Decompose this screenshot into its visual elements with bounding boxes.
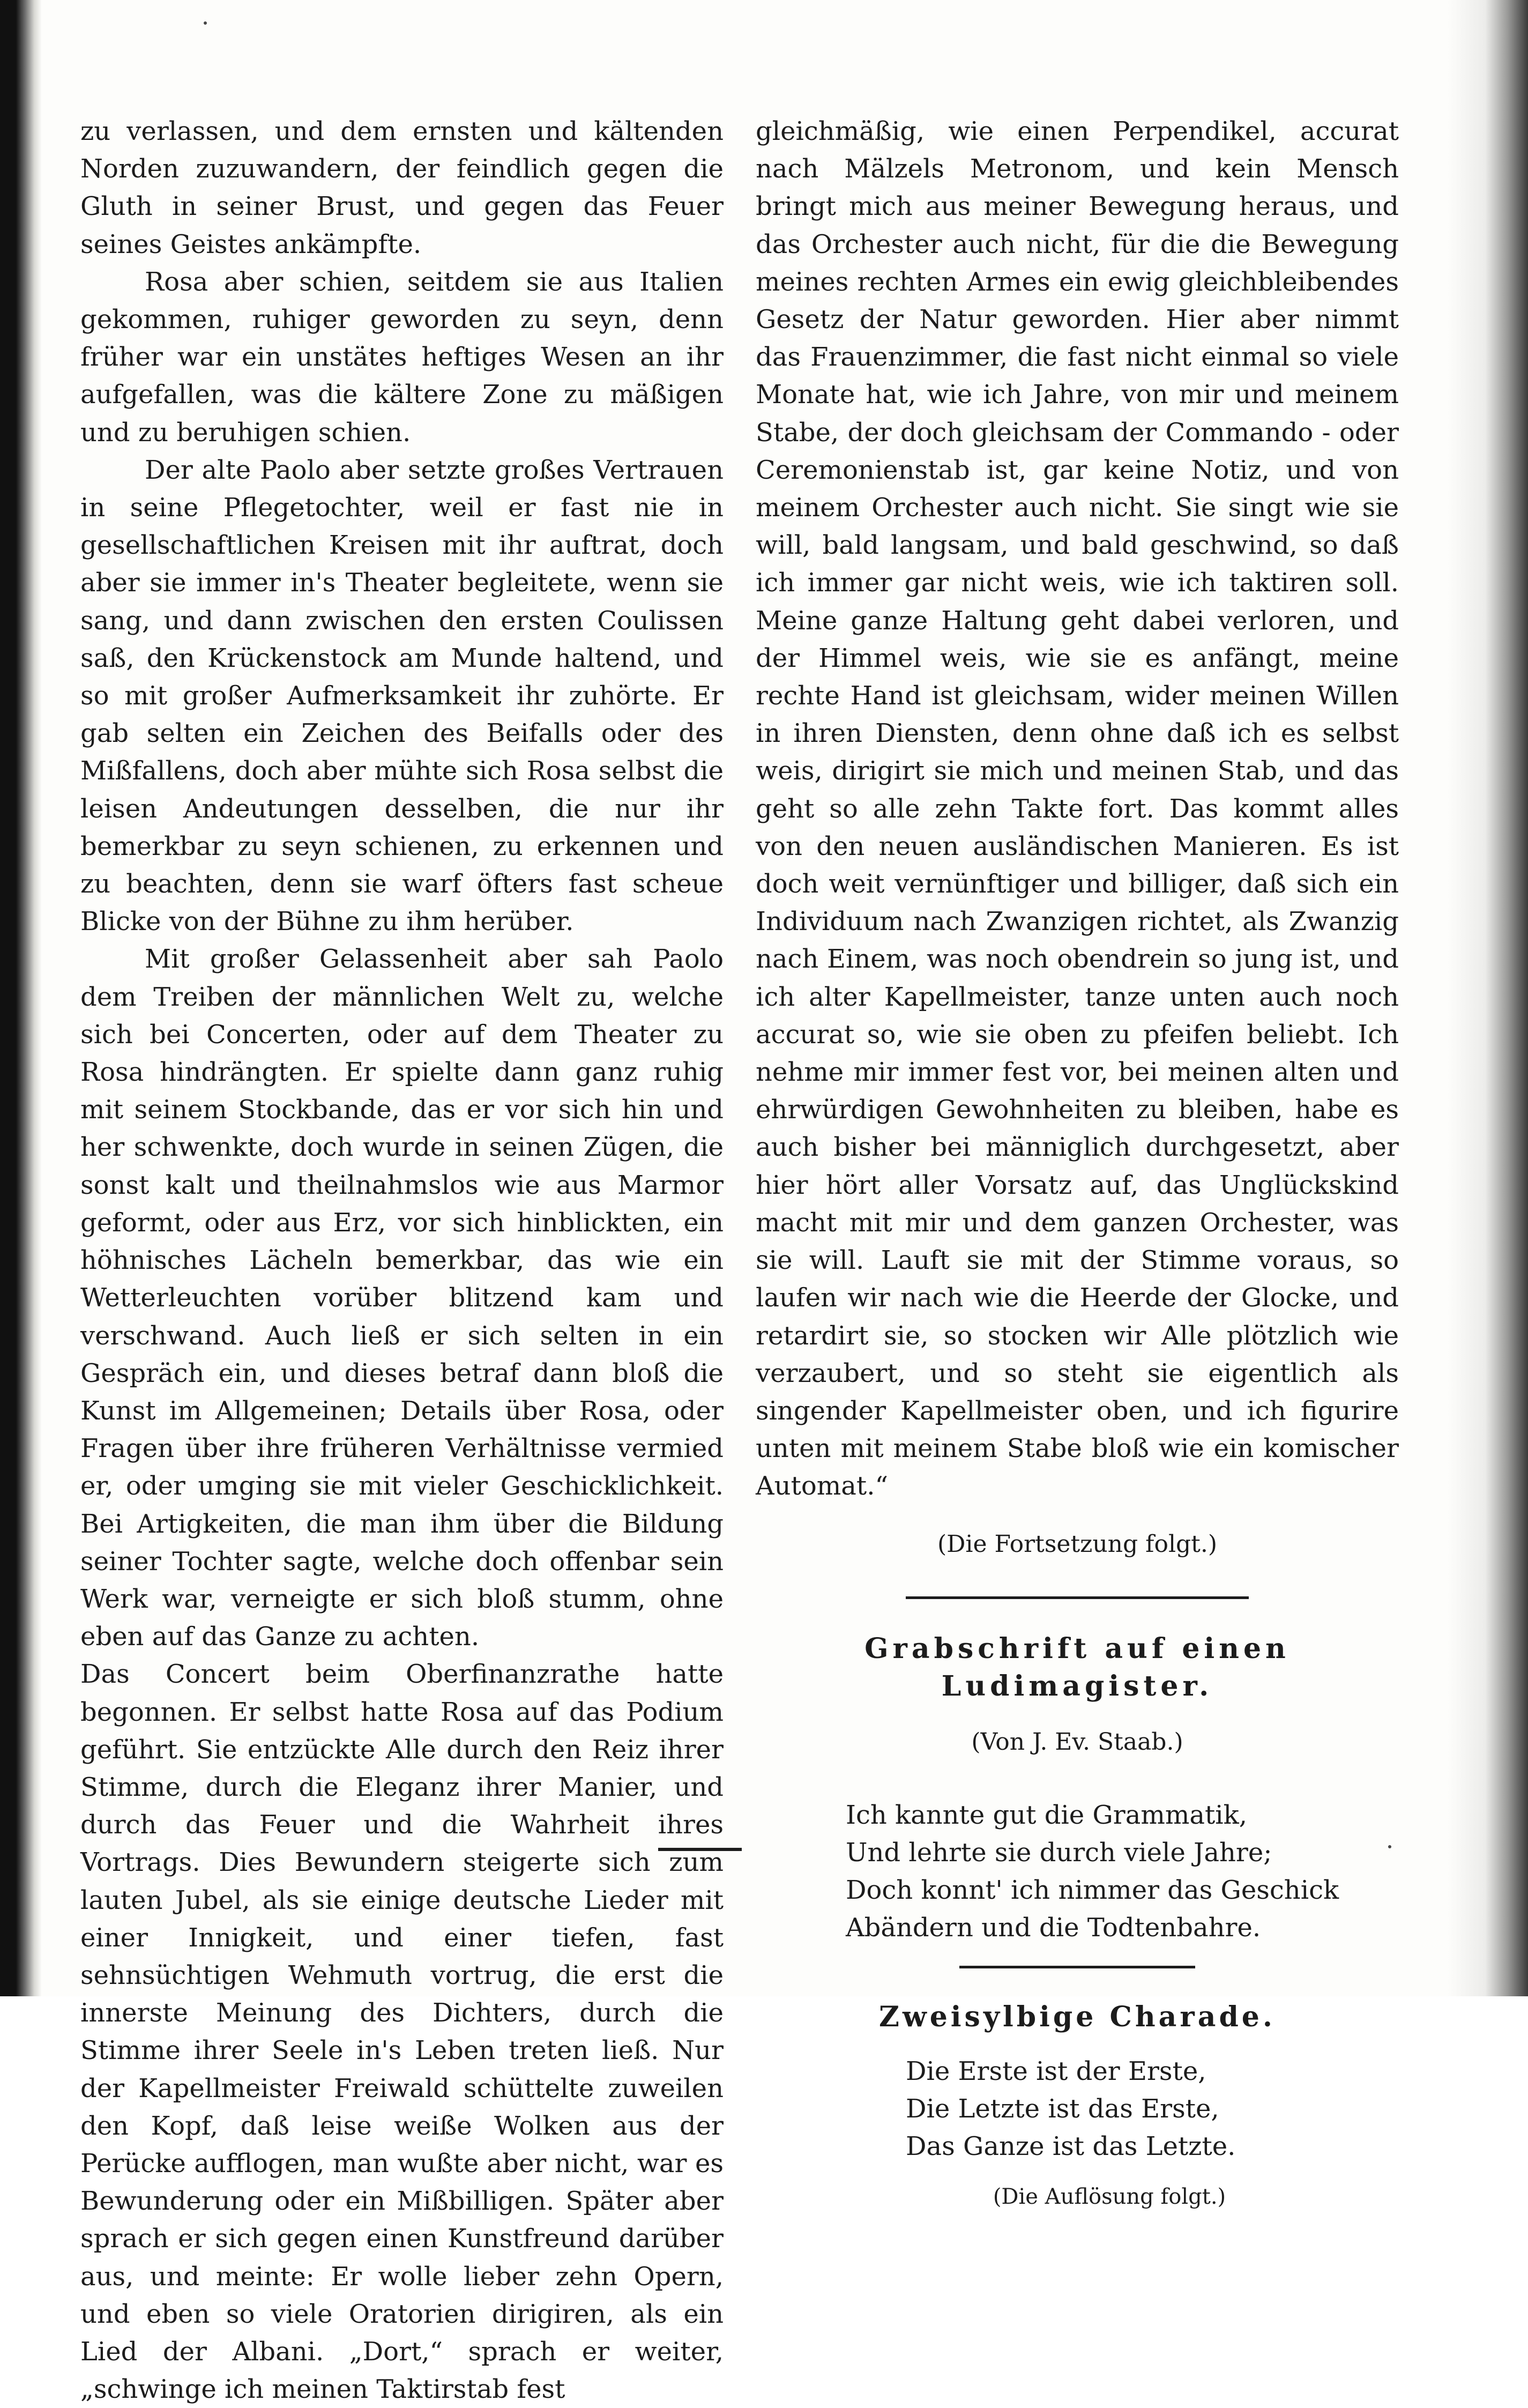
section-divider bbox=[959, 1966, 1195, 1968]
epitaph-title: Grabschrift auf einen Ludimagister. bbox=[864, 1632, 1290, 1703]
paper-speck bbox=[204, 21, 207, 25]
charade-line: Die Erste ist der Erste, bbox=[906, 2056, 1206, 2086]
right-column bbox=[756, 113, 1399, 2216]
page-end-rule bbox=[658, 1848, 742, 1851]
paragraph-1: zu verlassen, und dem ernsten und kältenden Norden zuzuwandern, der feindlich gegen die Gluth in seiner Brust, und gegen das Feuer seines Geistes ankämpfte. bbox=[80, 116, 724, 259]
poem-line: Abändern und die Todtenbahre. bbox=[846, 1913, 1261, 1943]
paper-speck bbox=[1388, 1845, 1391, 1848]
paragraph-2: Rosa aber schien, seitdem sie aus Italien gekommen, ruhiger geworden zu seyn, denn früher war ein unstätes heftiges Wesen an ihr aufgefallen, was die kältere Zone zu mäßigen und zu beruhigen schien. bbox=[80, 266, 724, 448]
epitaph-byline: (Von J. Ev. Staab.) bbox=[971, 1728, 1183, 1756]
section-divider bbox=[906, 1596, 1249, 1599]
charade-line: Die Letzte ist das Erste, bbox=[906, 2093, 1219, 2124]
continuation-note: (Die Fortsetzung folgt.) bbox=[937, 1530, 1218, 1558]
paragraph-4: Mit großer Gelassenheit aber sah Paolo dem Treiben der männlichen Welt zu, welche sich bei Concerten, oder auf dem Theater zu Rosa hindrängten. Er spielte dann ganz ruhig mit seinem Stockbande, das er vor sich hin und her schwenkte, doch wurde in seinen Zügen, die sonst kalt und theilnahmslos wie aus Marmor geformt, oder aus Erz, vor sich hinblickten, ein höhnisches Lächeln bemerkbar, das wie ein Wetterleuchten vorüber blitzend kam und verschwand. Auch ließ er sich selten in ein Gespräch ein, und dieses betraf dann bloß die Kunst im Allgemeinen; Details über Rosa, oder Fragen über ihre früheren Verhältnisse vermied er, oder umging sie mit vieler Geschicklichkeit. Bei Artigkeiten, die man ihm über die Bildung seiner Tochter sagte, welche doch offenbar sein Werk war, verneigte er sich bloß stumm, ohne eben auf das Ganze zu achten. bbox=[80, 944, 724, 1652]
page-edge-shadow bbox=[1448, 0, 1528, 1996]
poem-line: Und lehrte sie durch viele Jahre; bbox=[846, 1838, 1272, 1868]
poem-line: Ich kannte gut die Grammatik, bbox=[846, 1800, 1247, 1831]
paragraph-5: Das Concert beim Oberfinanzrathe hatte begonnen. Er selbst hatte Rosa auf das Podium geführt. Sie entzückte Alle durch den Reiz ihrer Stimme, durch die Eleganz ihrer Manier, und durch das Feuer und die Wahrheit ihres Vortrags. Dies Bewundern steigerte sich zum lauten Jubel, als sie einige deutsche Lieder mit einer Innigkeit, und einer tiefen, fast sehnsüchtigen Wehmuth vortrug, die erst die innerste Meinung des Dichters, durch die Stimme ihrer Seele in's Leben treten ließ. Nur der Kapellmeister Freiwald schüttelte zuweilen den Kopf, daß leise weiße Wolken aus der Perücke aufflogen, man wußte aber nicht, war es Bewunderung oder ein Mißbilligen. Später aber sprach er sich gegen einen Kunstfreund darüber aus, und meinte: Er wolle lieber zehn Opern, und eben so viele Oratorien dirigiren, als ein Lied der Albani. „Dort,“ sprach er weiter, „schwinge ich meinen Taktirstab fest bbox=[80, 1659, 724, 2405]
solution-note: (Die Auflösung folgt.) bbox=[993, 2184, 1226, 2209]
binding-shadow bbox=[0, 0, 42, 1996]
epitaph-poem bbox=[846, 1796, 1399, 1946]
charade-title: Zweisylbige Charade. bbox=[879, 2001, 1276, 2034]
poem-line: Doch konnt' ich nimmer das Geschick bbox=[846, 1875, 1339, 1906]
continuation-paragraph: gleichmäßig, wie einen Perpendikel, accurat nach Mälzels Metronom, und kein Mensch bringt mich aus meiner Bewegung heraus, und das Orchester auch nicht, für die die Bewegung meines rechten Armes ein ewig gleichbleibendes Gesetz der Natur geworden. Hier aber nimmt das Frauenzimmer, die fast nicht einmal so viele Monate hat, wie ich Jahre, von mir und meinem Stabe, der doch gleichsam der Commando - oder Ceremonienstab ist, gar keine Notiz, und von meinem Orchester auch nicht. Sie singt wie sie will, bald langsam, und bald geschwind, so daß ich immer gar nicht weis, wie ich taktiren soll. Meine ganze Haltung geht dabei verloren, und der Himmel weis, wie sie es anfängt, meine rechte Hand ist gleichsam, wider meinen Willen in ihren Diensten, denn ohne daß ich es selbst weis, dirigirt sie mich und meinen Stab, und das geht so alle zehn Takte fort. Das kommt alles von den neuen ausländischen Manieren. Es ist doch weit vernünftiger und billiger, daß sich ein Individuum nach Zwanzigen richtet, als Zwanzig nach Einem, was noch obendrein so jung ist, und ich alter Kapellmeister, tanze unten auch noch accurat so, wie sie oben zu pfeifen beliebt. Ich nehme mir immer fest vor, bei meinen alten und ehrwürdigen Gewohnheiten zu bleiben, habe es auch bisher bei männiglich durchgesetzt, aber hier hört aller Vorsatz auf, das Unglückskind macht mit mir und dem ganzen Orchester, was sie will. Lauft sie mit der Stimme voraus, so laufen wir nach wie die Heerde der Glocke, und retardirt sie, so stocken wir Alle plötzlich wie verzaubert, und so steht sie eigentlich als singender Kapellmeister oben, und ich figurire unten mit meinem Stabe bloß wie ein komischer Automat.“ bbox=[756, 116, 1399, 1502]
paragraph-3: Der alte Paolo aber setzte großes Vertrauen in seine Pflegetochter, weil er fast nie in gesellschaftlichen Kreisen mit ihr auftrat, doch aber sie immer in's Theater begleitete, wenn sie sang, und dann zwischen den ersten Coulissen saß, den Krückenstock am Munde haltend, und so mit großer Aufmerksamkeit ihr zuhörte. Er gab selten ein Zeichen des Beifalls oder des Mißfallens, doch aber mühte sich Rosa selbst die leisen Andeutungen desselben, die nur ihr bemerkbar zu seyn schienen, zu erkennen und zu beachten, denn sie warf öfters fast scheue Blicke von der Bühne zu ihm herüber. bbox=[80, 455, 724, 937]
charade-poem bbox=[906, 2053, 1399, 2165]
left-column bbox=[80, 113, 724, 2408]
charade-line: Das Ganze ist das Letzte. bbox=[906, 2131, 1236, 2161]
